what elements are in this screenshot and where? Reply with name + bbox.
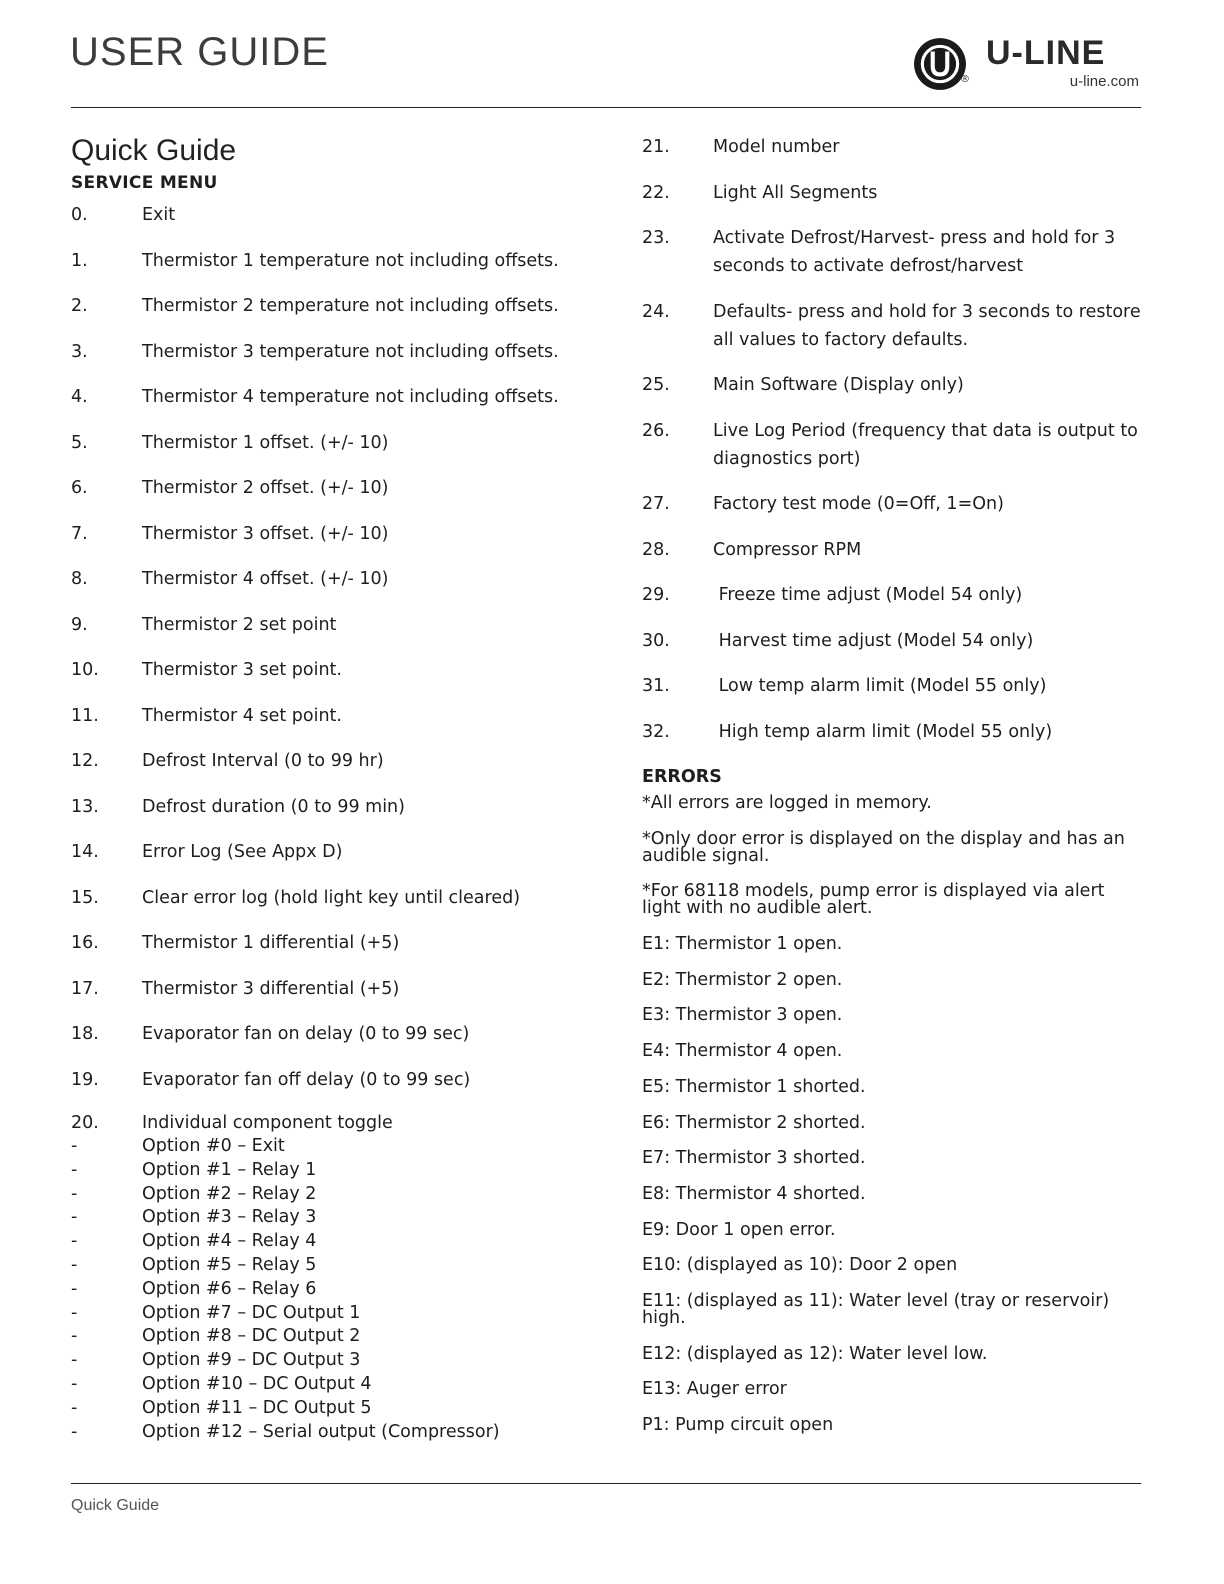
left-column	[71, 133, 591, 1444]
list-item	[71, 474, 591, 520]
service-menu-heading: SERVICE MENU	[71, 173, 218, 193]
list-item	[71, 338, 591, 384]
item-number: 23.	[642, 228, 670, 248]
list-item	[71, 656, 591, 702]
registered-mark: ®	[960, 74, 970, 85]
item-text: Thermistor 3 offset. (+/- 10)	[142, 523, 389, 544]
item-text: Factory test mode (0=Off, 1=On)	[713, 494, 1004, 514]
list-item	[71, 884, 591, 930]
list-item	[642, 536, 1147, 564]
item-text: Thermistor 3 differential (+5)	[142, 978, 400, 999]
item-text: Activate Defrost/Harvest- press and hold for 3 seconds to activate defrost/harvest	[713, 228, 1121, 276]
list-item	[642, 133, 1147, 161]
list-item	[71, 838, 591, 884]
list-item	[71, 247, 591, 293]
item-text: Thermistor 4 offset. (+/- 10)	[142, 569, 389, 589]
item-text: Thermistor 4 temperature not including offsets.	[142, 387, 559, 407]
toggle-option	[71, 1278, 591, 1302]
item-number: 6.	[71, 478, 88, 498]
item-text: Defaults- press and hold for 3 seconds to restore all values to factory defaults.	[713, 301, 1147, 350]
error-line: E3: Thermistor 3 open.	[642, 1005, 843, 1026]
item-text: Freeze time adjust (Model 54 only)	[713, 585, 1023, 605]
item-text: Model number	[713, 137, 840, 157]
option-text: Option #1 – Relay 1	[142, 1159, 317, 1180]
list-item	[71, 929, 591, 975]
service-menu-list-continued	[642, 133, 1147, 746]
item-number: 11.	[71, 705, 99, 726]
toggle-option	[71, 1325, 591, 1349]
option-dash: -	[71, 1421, 78, 1442]
option-dash: -	[71, 1278, 78, 1299]
item-number: 16.	[71, 933, 99, 953]
item-text: Thermistor 2 offset. (+/- 10)	[142, 478, 389, 498]
list-item	[71, 201, 591, 247]
option-text: Option #9 – DC Output 3	[142, 1350, 361, 1371]
error-line: E13: Auger error	[642, 1379, 787, 1400]
list-item	[71, 565, 591, 611]
option-text: Option #8 – DC Output 2	[142, 1326, 361, 1347]
option-dash: -	[71, 1373, 78, 1394]
item-number: 29.	[642, 585, 670, 605]
item-number: 18.	[71, 1024, 99, 1044]
item-number: 3.	[71, 341, 88, 362]
option-text: Option #3 – Relay 3	[142, 1207, 317, 1228]
item-text: Thermistor 2 set point	[142, 614, 337, 635]
list-item	[71, 429, 591, 475]
list-item	[71, 975, 591, 1021]
list-item	[71, 1111, 591, 1135]
header-divider	[71, 107, 1141, 108]
list-item	[71, 702, 591, 748]
error-list	[642, 795, 1147, 1434]
option-dash: -	[71, 1159, 78, 1180]
option-dash: -	[71, 1183, 78, 1204]
option-text: Option #0 – Exit	[142, 1136, 285, 1156]
error-line: *Only door error is displayed on the display and has an audible signal.	[642, 828, 1125, 866]
list-item	[642, 627, 1147, 655]
item-number: 25.	[642, 375, 670, 395]
item-number: 28.	[642, 539, 670, 560]
toggle-option	[71, 1230, 591, 1254]
list-item	[71, 292, 591, 338]
option-text: Option #6 – Relay 6	[142, 1278, 317, 1299]
list-item	[642, 298, 1147, 354]
item-number: 9.	[71, 614, 88, 635]
item-text: Thermistor 2 temperature not including offsets.	[142, 296, 559, 316]
item-number: 17.	[71, 978, 99, 999]
item-text: Compressor RPM	[713, 539, 862, 560]
section-title: Quick Guide	[71, 134, 237, 167]
toggle-option	[71, 1373, 591, 1397]
item-text: Defrost Interval (0 to 99 hr)	[142, 751, 384, 771]
toggle-option	[71, 1254, 591, 1278]
error-line: E6: Thermistor 2 shorted.	[642, 1112, 866, 1133]
list-item	[642, 490, 1147, 518]
brand-name: U-LINE	[986, 34, 1106, 72]
error-line: *For 68118 models, pump error is displayed via alert light with no audible alert.	[642, 881, 1105, 919]
item-text: Thermistor 1 temperature not including offsets.	[142, 250, 559, 271]
error-line: E1: Thermistor 1 open.	[642, 934, 843, 955]
list-item	[642, 718, 1147, 746]
error-line: E7: Thermistor 3 shorted.	[642, 1148, 866, 1169]
item-number: 20.	[71, 1113, 99, 1133]
item-text: Clear error log (hold light key until cleared)	[142, 887, 521, 908]
item-text: Main Software (Display only)	[713, 375, 964, 395]
error-line: E12: (displayed as 12): Water level low.	[642, 1343, 988, 1364]
option-dash: -	[71, 1397, 78, 1418]
list-item	[71, 611, 591, 657]
item-text: Individual component toggle	[142, 1113, 393, 1133]
footer-divider	[71, 1483, 1141, 1484]
option-dash: -	[71, 1207, 78, 1228]
list-item	[71, 520, 591, 566]
item-text: Evaporator fan off delay (0 to 99 sec)	[142, 1069, 471, 1090]
item-text: Harvest time adjust (Model 54 only)	[713, 630, 1034, 651]
toggle-option-list	[71, 1135, 591, 1444]
item-text: Live Log Period (frequency that data is output to diagnostics port)	[713, 420, 1144, 469]
toggle-option	[71, 1206, 591, 1230]
option-dash: -	[71, 1326, 78, 1347]
brand-url[interactable]: u-line.com	[1069, 73, 1139, 90]
option-text: Option #12 – Serial output (Compressor)	[142, 1421, 500, 1442]
item-text: Thermistor 1 offset. (+/- 10)	[142, 432, 389, 453]
footer-label: Quick Guide	[71, 1497, 160, 1514]
item-number: 12.	[71, 751, 99, 771]
toggle-option	[71, 1135, 591, 1159]
item-text: Light All Segments	[713, 182, 878, 203]
item-number: 7.	[71, 523, 88, 544]
error-line: E8: Thermistor 4 shorted.	[642, 1183, 866, 1204]
list-item	[71, 747, 591, 793]
error-line: E11: (displayed as 11): Water level (tray or reservoir) high.	[642, 1290, 1110, 1328]
item-number: 30.	[642, 630, 670, 651]
error-line: E5: Thermistor 1 shorted.	[642, 1076, 866, 1097]
item-number: 27.	[642, 494, 670, 514]
list-item	[642, 371, 1147, 399]
option-text: Option #4 – Relay 4	[142, 1231, 317, 1252]
option-dash: -	[71, 1231, 78, 1252]
item-text: Error Log (See Appx D)	[142, 842, 343, 862]
list-item	[71, 1066, 591, 1112]
item-text: Thermistor 4 set point.	[142, 705, 342, 726]
item-number: 15.	[71, 887, 99, 908]
toggle-option	[71, 1183, 591, 1207]
item-text: Defrost duration (0 to 99 min)	[142, 796, 405, 817]
item-number: 0.	[71, 205, 88, 225]
toggle-option	[71, 1349, 591, 1373]
toggle-option	[71, 1397, 591, 1421]
list-item	[71, 383, 591, 429]
list-item	[71, 793, 591, 839]
list-item	[642, 417, 1147, 473]
item-text: Thermistor 3 set point.	[142, 660, 342, 680]
toggle-option	[71, 1159, 591, 1183]
error-line: P1: Pump circuit open	[642, 1415, 834, 1435]
list-item	[71, 1020, 591, 1066]
list-item	[642, 672, 1147, 700]
item-text: Low temp alarm limit (Model 55 only)	[713, 676, 1047, 696]
item-number: 26.	[642, 420, 670, 441]
item-number: 1.	[71, 250, 88, 271]
item-number: 32.	[642, 721, 670, 742]
document-title: USER GUIDE	[70, 30, 329, 74]
option-dash: -	[71, 1350, 78, 1371]
item-text: Exit	[142, 205, 176, 225]
option-text: Option #7 – DC Output 1	[142, 1302, 361, 1323]
item-text: High temp alarm limit (Model 55 only)	[713, 721, 1053, 742]
errors-heading: ERRORS	[642, 767, 722, 787]
toggle-option	[71, 1421, 591, 1445]
service-menu-list	[71, 201, 591, 1135]
item-text: Evaporator fan on delay (0 to 99 sec)	[142, 1024, 470, 1044]
item-number: 5.	[71, 432, 88, 453]
item-number: 4.	[71, 387, 88, 407]
item-number: 14.	[71, 842, 99, 862]
item-number: 31.	[642, 676, 670, 696]
option-dash: -	[71, 1254, 78, 1275]
item-number: 2.	[71, 296, 88, 316]
error-line: E4: Thermistor 4 open.	[642, 1041, 843, 1062]
error-line: E2: Thermistor 2 open.	[642, 969, 843, 990]
item-number: 8.	[71, 569, 88, 589]
option-text: Option #2 – Relay 2	[142, 1183, 317, 1204]
item-number: 21.	[642, 137, 670, 157]
item-number: 13.	[71, 796, 99, 817]
right-column	[642, 133, 1147, 1453]
option-dash: -	[71, 1302, 78, 1323]
option-text: Option #11 – DC Output 5	[142, 1397, 372, 1418]
item-number: 19.	[71, 1069, 99, 1090]
toggle-option	[71, 1302, 591, 1326]
item-text: Thermistor 3 temperature not including offsets.	[142, 341, 559, 362]
list-item	[642, 581, 1147, 609]
list-item	[642, 179, 1147, 207]
item-number: 10.	[71, 660, 99, 680]
item-number: 22.	[642, 182, 670, 203]
option-dash: -	[71, 1136, 78, 1156]
error-line: E10: (displayed as 10): Door 2 open	[642, 1255, 958, 1276]
error-line: E9: Door 1 open error.	[642, 1219, 836, 1240]
list-item	[642, 224, 1147, 280]
option-text: Option #5 – Relay 5	[142, 1254, 317, 1275]
item-number: 24.	[642, 301, 670, 322]
error-line: *All errors are logged in memory.	[642, 793, 932, 813]
option-text: Option #10 – DC Output 4	[142, 1373, 372, 1394]
item-text: Thermistor 1 differential (+5)	[142, 933, 400, 953]
